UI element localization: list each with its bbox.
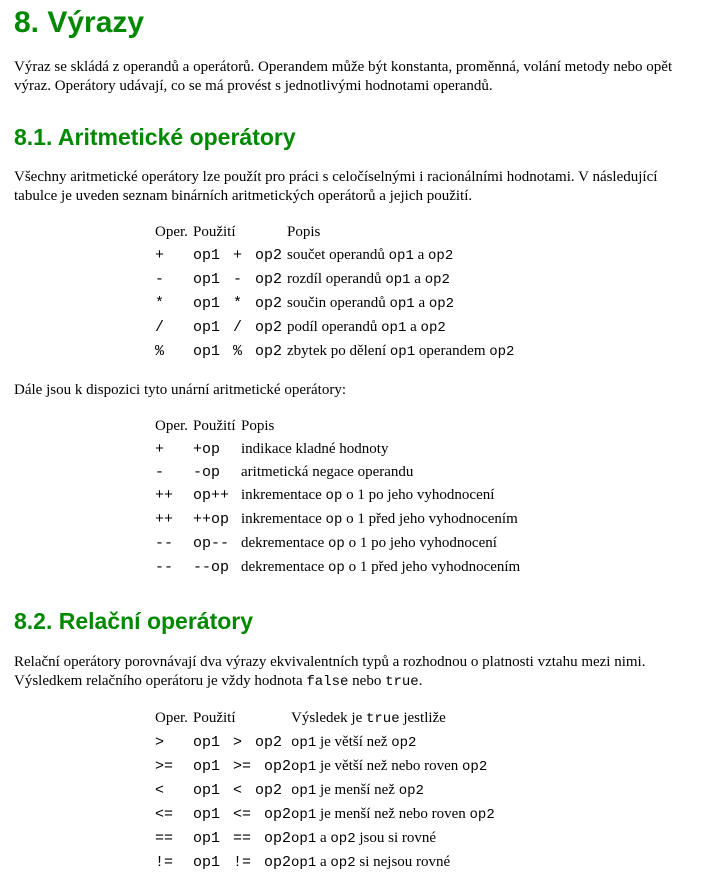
text-run: Všechny aritmetické operátory lze použít pro práci s celočíselnými i racionálními hodnotami. V následující tabulce je uveden seznam binárních aritmetických operátorů a jejich použití. [14,169,658,205]
operator-cell: != [155,853,174,871]
operator-cell: >= [155,757,174,775]
table-row [155,244,514,268]
inline-code: op [328,560,345,577]
text-run: součet operandů [287,247,389,264]
operator-cell: % [155,343,165,361]
description-cell [291,731,495,755]
description-cell [241,484,520,508]
text-run: nebo [348,672,386,689]
text-run: si nejsou rovné [355,853,451,870]
usage-cell: op1 < op2 [193,781,283,799]
text-run: a [414,295,429,312]
text-run: a [413,247,429,264]
column-header [193,221,287,244]
column-header [155,415,193,438]
usage-cell: ++op [193,511,230,529]
usage-cell: op++ [193,487,230,505]
description-cell [287,340,514,364]
table-row [155,779,495,803]
usage-cell: op1 * op2 [193,295,283,313]
text-run: Popis [287,224,321,241]
text-run: o 1 po jeho vyhodnocení [342,487,495,504]
description-cell [291,755,495,779]
column-header [287,221,514,244]
inline-code: op1 [389,344,416,361]
inline-code: false [306,673,349,690]
inline-code: op1 [385,272,411,289]
operator-cell: -- [155,559,174,577]
text-run: je menší než nebo roven [316,805,470,822]
text-run: dekrementace [241,559,329,576]
text-run: Dále jsou k dispozici tyto unární aritmetické operátory: [14,382,346,399]
text-run: inkrementace [241,487,326,504]
text-run: indikace kladné hodnoty [241,441,389,458]
usage-cell: op1 - op2 [193,271,283,289]
operator-cell: <= [155,805,174,823]
description-cell [241,532,520,556]
text-run: Popis [241,418,275,435]
column-header [155,707,193,731]
description-cell [287,292,514,316]
inline-code: op1 [291,782,317,799]
table-header-row [155,707,495,731]
text-run: o 1 před jeho vyhodnocením [344,559,521,576]
text-run: součin operandů [287,295,390,312]
usage-cell: op1 <= op2 [193,805,292,823]
operator-cell: ++ [155,511,174,529]
table-row [155,851,495,875]
text-run: aritmetická negace operandu [241,464,414,481]
operator-cell: < [155,781,165,799]
text-run: Výraz se skládá z operandů a operátorů. Operandem může být konstanta, proměnná, volání metody nebo opět výraz. Operátory udávají, co se má provést s jednotlivými hodnotami operandů. [14,58,673,94]
table-row [155,316,514,340]
text-run: a [410,271,425,288]
table-row [155,438,520,461]
inline-code: op2 [469,806,495,823]
relational-operators-table [155,707,495,875]
column-header [291,707,495,731]
table-row [155,827,495,851]
usage-cell: op1 + op2 [193,247,283,265]
usage-cell: op1 == op2 [193,829,292,847]
table-header-row [155,415,520,438]
inline-code: op1 [381,320,407,337]
inline-code: op2 [428,248,454,265]
text-run: dekrementace [241,535,329,552]
section-8-1-title: 8.1. Aritmetické operátory [14,123,296,150]
operator-cell: ++ [155,487,174,505]
text-run: Oper. [155,224,188,241]
inline-code: op1 [291,854,317,871]
operator-cell: > [155,733,165,751]
operator-cell: == [155,829,174,847]
table-row [155,731,495,755]
text-run: Výsledek je [291,709,366,726]
inline-code: op2 [428,296,455,313]
usage-cell: op1 % op2 [193,343,283,361]
text-run: . [418,672,423,689]
usage-cell: op1 >= op2 [193,757,292,775]
inline-code: op2 [462,758,488,775]
column-header [241,415,520,438]
operator-cell: + [155,247,165,265]
description-cell [287,316,514,340]
description-cell [291,779,495,803]
description-cell [287,244,514,268]
inline-code: op1 [291,758,317,775]
description-cell [241,461,520,484]
inline-code: op2 [489,344,515,361]
binary-operators-paragraph [14,168,697,206]
inline-code: true [366,710,400,727]
operator-cell: - [155,464,165,482]
section-8-2-title: 8.2. Relační operátory [14,608,254,635]
usage-cell: -op [193,464,221,482]
usage-cell: op1 / op2 [193,319,283,337]
table-row [155,755,495,779]
column-header [193,415,241,438]
operator-cell: -- [155,535,174,553]
table-row [155,292,514,316]
inline-code: op2 [330,854,356,871]
text-run: je větší než nebo roven [316,757,463,774]
column-header [193,707,291,731]
operator-cell: / [155,319,165,337]
text-run: Použití [193,418,236,435]
intro-paragraph [14,58,697,96]
text-run: Relační operátory porovnávají dva výrazy ekvivalentních typů a rozhodnou o platnosti vztahu mezi nimi. Výsledkem relačního operátoru je vždy hodnota [14,653,646,689]
text-run: a [316,829,331,846]
text-run: o 1 před jeho vyhodnocením [342,511,518,528]
usage-cell: op1 > op2 [193,733,283,751]
inline-code: op1 [291,734,317,751]
operator-cell: + [155,441,165,459]
text-run: jsou si rovné [355,829,437,846]
inline-code: op2 [398,782,424,799]
table-row [155,556,520,580]
description-cell [241,556,520,580]
inline-code: op1 [388,248,414,265]
table-row [155,461,520,484]
usage-cell: --op [193,559,230,577]
table-header-row [155,221,514,244]
description-cell [291,803,495,827]
text-run: je menší než [316,781,399,798]
inline-code: true [385,673,419,690]
unary-arithmetic-operators-table [155,415,520,580]
inline-code: op [328,536,345,553]
text-run: Použití [193,224,236,241]
table-row [155,508,520,532]
inline-code: op [325,512,343,529]
text-run: je větší než [316,733,392,750]
inline-code: op [325,488,343,505]
description-cell [291,827,495,851]
text-run: rozdíl operandů [287,271,386,288]
text-run: operandem [415,343,490,360]
inline-code: op2 [424,272,450,289]
table-row [155,268,514,292]
usage-cell: op-- [193,535,230,553]
inline-code: op1 [291,806,317,823]
inline-code: op2 [330,830,356,847]
text-run: inkrementace [241,511,326,528]
text-run: Oper. [155,418,188,435]
description-cell [287,268,514,292]
text-run: a [316,853,331,870]
text-run: Použití [193,709,236,726]
text-run: podíl operandů [287,319,382,336]
binary-arithmetic-operators-table [155,221,514,364]
table-row [155,803,495,827]
inline-code: op2 [420,320,446,337]
text-run: a [406,319,421,336]
description-cell [291,851,495,875]
column-header [155,221,193,244]
chapter-title: 8. Výrazy [14,6,145,39]
relational-operators-paragraph [14,653,697,692]
text-run: zbytek po dělení [287,343,390,360]
table-row [155,532,520,556]
table-row [155,484,520,508]
usage-cell: +op [193,441,221,459]
inline-code: op1 [389,296,415,313]
text-run: jestliže [399,709,446,726]
unary-operators-paragraph [14,381,697,400]
text-run: Oper. [155,709,188,726]
inline-code: op1 [291,830,317,847]
operator-cell: * [155,295,165,313]
usage-cell: op1 != op2 [193,853,292,871]
text-run: o 1 po jeho vyhodnocení [344,535,497,552]
table-row [155,340,514,364]
description-cell [241,508,520,532]
description-cell [241,438,520,461]
operator-cell: - [155,271,165,289]
inline-code: op2 [391,734,417,751]
